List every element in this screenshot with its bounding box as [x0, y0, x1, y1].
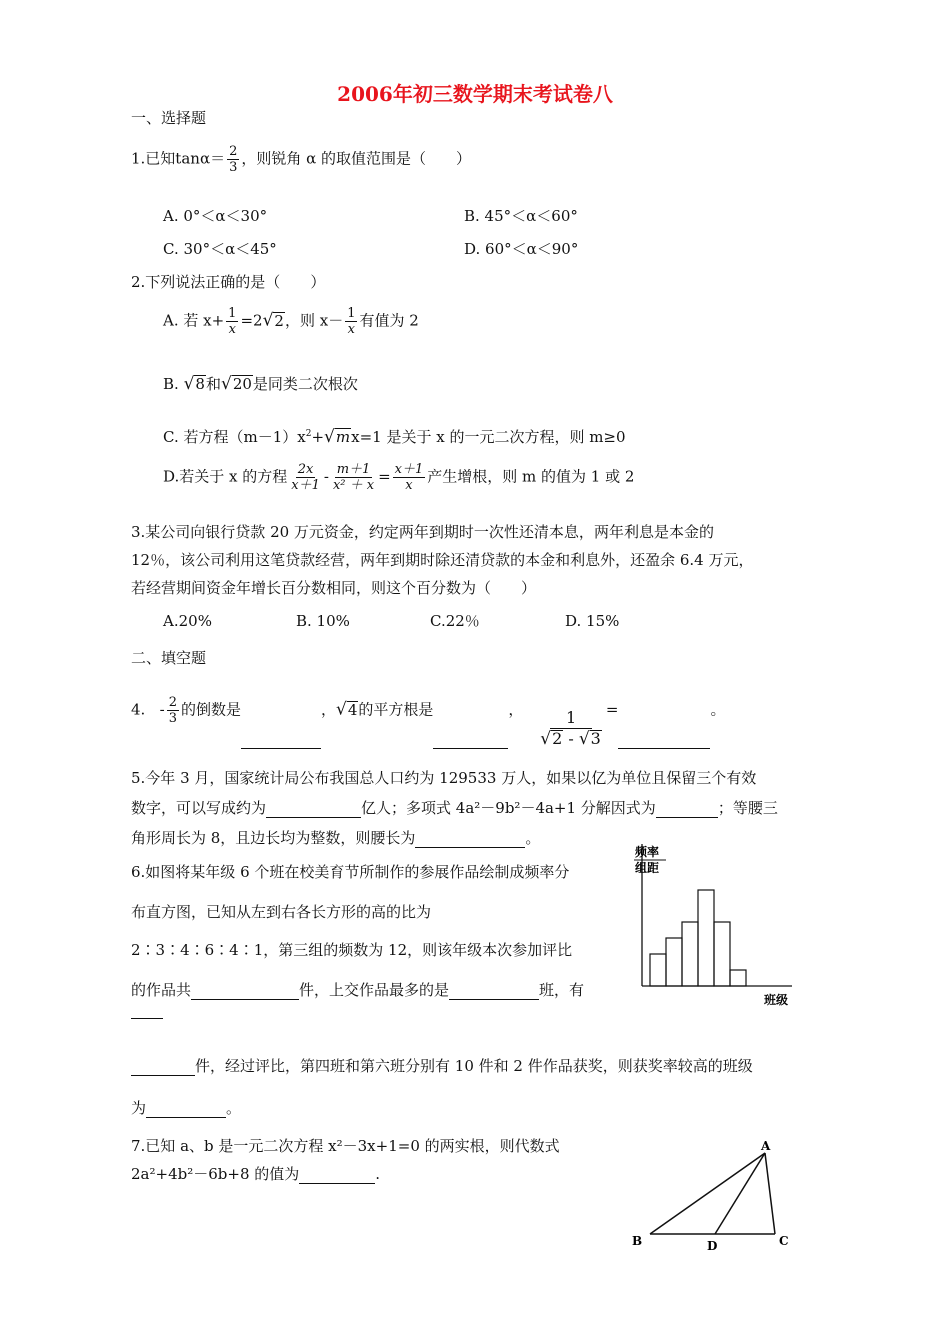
vertex-b-label: B — [632, 1234, 643, 1248]
answer-blank[interactable] — [433, 732, 508, 749]
question-3-line-2: 12％，该公司利用这笔贷款经营，两年到期时除还清贷款的本金和利息外，还盈余 6.4 万元， — [131, 551, 754, 569]
question-6-line-2: 布直方图，已知从左到右各长方形的高的比为 — [131, 903, 432, 921]
answer-blank[interactable] — [131, 1018, 163, 1019]
question-3-option-c: C.22％ — [430, 612, 480, 630]
answer-blank[interactable] — [618, 732, 710, 749]
histogram-bar — [682, 922, 698, 986]
question-3-option-d: D. 15% — [565, 612, 620, 630]
question-5-line-3: 角形周长为 8，且边长均为整数，则腰长为 。 — [131, 829, 541, 847]
ylabel-bottom: 组距 — [635, 861, 660, 875]
histogram-bar — [666, 938, 682, 986]
histogram-figure — [632, 840, 802, 1010]
vertex-a-label: A — [761, 1139, 771, 1153]
side-ab — [650, 1153, 765, 1234]
histogram-bar — [730, 970, 746, 986]
question-3-line-1: 3.某公司向银行贷款 20 万元资金，约定两年到期时一次性还清本息，两年利息是本金的 — [131, 523, 714, 541]
question-2-option-a: A. 若 x+ $\frac{1}{x}$ =2√2，则 x－ $\frac{1}{x}$ 有值为 2 — [163, 306, 419, 337]
answer-blank[interactable] — [449, 983, 539, 1000]
question-6-line-6: 件，经过评比，第四班和第六班分别有 10 件和 2 件作品获奖，则获奖率较高的班级 — [131, 1056, 753, 1076]
question-2-option-d: D.若关于 x 的方程 $\frac{2x}{x+1}$ - $\frac{m+1}{\text{x² ＋ x}}$ = $\frac{x+1}{x}$ 产生增根，则 m 的值为 1 或 2 — [163, 462, 635, 493]
question-6-line-3: 2∶3∶4∶6∶4∶1，第三组的频数为 12，则该年级本次参加评比 — [131, 941, 573, 959]
triangle-figure — [625, 1136, 800, 1261]
question-6-line-4: 的作品共 件，上交作品最多的是 班，有 — [131, 981, 585, 999]
answer-blank[interactable] — [146, 1101, 226, 1118]
xlabel: 班级 — [764, 993, 789, 1007]
question-6-line-7: 为 。 — [131, 1099, 242, 1117]
answer-blank[interactable] — [131, 1059, 195, 1076]
question-5-line-2: 数字，可以写成约为 亿人；多项式 4a²－9b²－4a+1 分解因式为 ；等腰三 — [131, 799, 778, 817]
question-7-line-2: 2a²+4b²－6b+8 的值为 . — [131, 1165, 381, 1183]
triangle-svg — [625, 1136, 800, 1261]
section-choice-heading: 一、选择题 — [131, 109, 207, 127]
question-7-line-1: 7.已知 a、b 是一元二次方程 x²－3x+1=0 的两实根，则代数式 — [131, 1137, 560, 1155]
section-fill-heading: 二、填空题 — [131, 649, 207, 667]
answer-blank[interactable] — [191, 983, 299, 1000]
histogram-bar — [714, 922, 730, 986]
histogram-bar — [650, 954, 666, 986]
question-1-option-b: B. 45°＜α＜60° — [464, 207, 578, 225]
question-3-option-b: B. 10% — [296, 612, 350, 630]
answer-blank[interactable] — [266, 801, 361, 818]
question-1-option-a: A. 0°＜α＜30° — [163, 207, 268, 225]
question-2-option-c: C. 若方程$(m-1)x^2+√mx=1$ 是关于 x 的一元二次方程，则 m≥0 — [163, 427, 626, 447]
question-1-stem: 1.已知tanα＝ $\frac{2}{3}$ ，则锐角 α 的取值范围是（ ） — [131, 144, 472, 175]
segment-ad — [715, 1153, 765, 1234]
answer-blank[interactable] — [415, 831, 525, 848]
histogram-bar — [698, 890, 714, 986]
question-5-line-1: 5.今年 3 月，国家统计局公布我国总人口约为 129533 万人，如果以亿为单位且保留三个有效 — [131, 769, 757, 787]
answer-blank[interactable] — [241, 732, 321, 749]
page-title: 2006年初三数学期末考试卷八 — [337, 82, 613, 106]
question-2-option-b: B. √8和√20是同类二次根次 — [163, 374, 358, 394]
answer-blank[interactable] — [299, 1167, 375, 1184]
histogram-svg — [632, 840, 802, 1010]
question-3-line-3: 若经营期间资金年增长百分数相同，则这个百分数为（ ） — [131, 579, 537, 597]
question-6-line-1: 6.如图将某年级 6 个班在校美育节所制作的参展作品绘制成频率分 — [131, 863, 570, 881]
question-1-option-c: C. 30°＜α＜45° — [163, 240, 277, 258]
vertex-c-label: C — [779, 1234, 789, 1248]
ylabel-top: 频率 — [635, 845, 660, 859]
question-3-option-a: A.20% — [163, 612, 212, 630]
question-4: 4. - $\frac{2}{3}$ 的倒数是 ，√4的平方根是 ， $\frac{1}{√2 - √3}$ = 。 — [131, 695, 726, 749]
side-ac — [765, 1153, 775, 1234]
question-2-stem: 2.下列说法正确的是（ ） — [131, 273, 326, 291]
answer-blank[interactable] — [656, 801, 718, 818]
question-1-option-d: D. 60°＜α＜90° — [464, 240, 579, 258]
vertex-d-label: D — [707, 1239, 718, 1253]
